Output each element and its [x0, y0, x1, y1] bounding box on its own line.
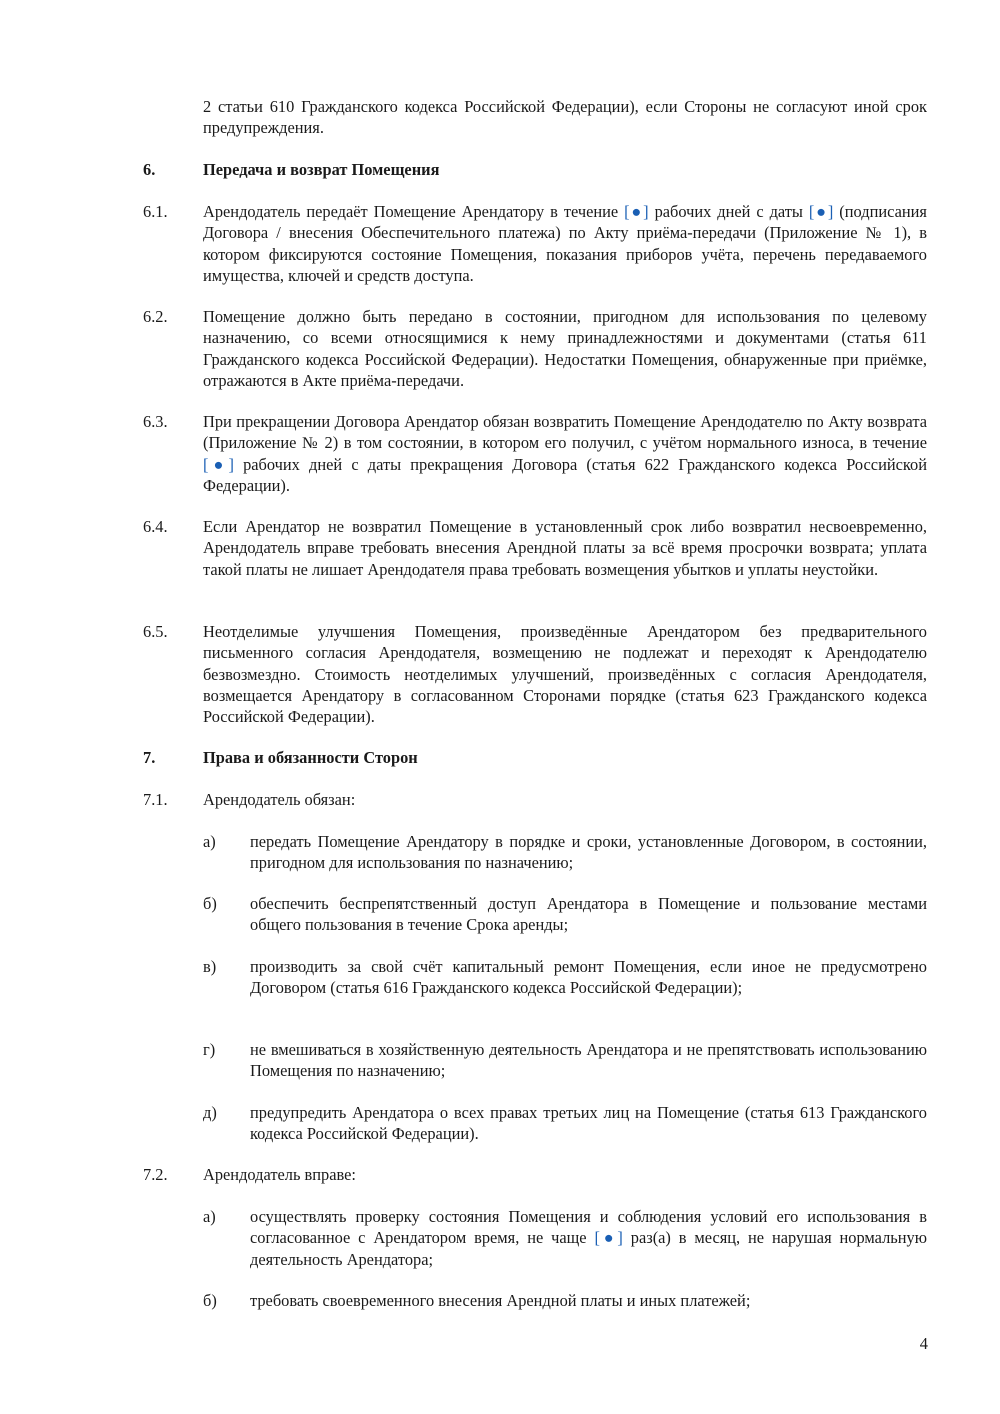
- clause-6-5-number: 6.5.: [143, 622, 168, 641]
- section-7-number: 7.: [143, 748, 156, 767]
- list-item-text: обеспечить беспрепятственный доступ Арендатора в Помещение и пользование местами общего пользования в течение Срока аренды;: [250, 894, 927, 935]
- list-item-number: б): [203, 894, 217, 913]
- section-7-title: Права и обязанности Сторон: [203, 748, 418, 767]
- list-item-number: а): [203, 832, 216, 851]
- placeholder-marker: [●]: [203, 454, 234, 474]
- clause-6-4-number: 6.4.: [143, 517, 168, 536]
- clause-6-5-text: Неотделимые улучшения Помещения, произведённые Арендатором без предварительного письменного согласия Арендодателя, возмещению не подлежат и переходят к Арендодателю безвозмездно. Стоимость неотделимых улучшений, произведённых с согласия Арендодателя, возмещается Арендатору в согласованном Сторонами порядке (статья 623 Гражданского кодекса Российской Федерации).: [203, 622, 927, 727]
- list-item-text: осуществлять проверку состояния Помещения и соблюдения условий его использования в согласованное с Арендатором время, не чаще [●] раз(а) в месяц, не нарушая нормальную деятельность Арендатора;: [250, 1207, 927, 1269]
- clause-6-2-number: 6.2.: [143, 307, 168, 326]
- list-item-number: в): [203, 957, 217, 976]
- placeholder-marker: [●]: [808, 202, 834, 221]
- list-item-text: производить за свой счёт капитальный ремонт Помещения, если иное не предусмотрено Договором (статья 616 Гражданского кодекса Российской Федерации);: [250, 957, 927, 998]
- list-item-text: не вмешиваться в хозяйственную деятельность Арендатора и не препятствовать использованию Помещения по назначению;: [250, 1040, 927, 1081]
- clause-7-2-text: Арендодатель вправе:: [203, 1165, 356, 1184]
- clause-6-3-number: 6.3.: [143, 412, 168, 431]
- placeholder-marker: [●]: [624, 202, 649, 221]
- clause-7-1-number: 7.1.: [143, 790, 168, 809]
- section-6-number: 6.: [143, 160, 156, 179]
- page-number: 4: [919, 1334, 928, 1353]
- section-6-title: Передача и возврат Помещения: [203, 160, 440, 179]
- list-item-number: а): [203, 1207, 216, 1226]
- clause-6-2-text: Помещение должно быть передано в состоянии, пригодном для использования по целевому назначению, со всеми относящимися к нему принадлежностями и документами (статья 611 Гражданского кодекса Российской Федерации). Недостатки Помещения, обнаруженные при приёмке, отражаются в Акте приёма-передачи.: [203, 307, 927, 390]
- list-item-number: д): [203, 1103, 217, 1122]
- placeholder-marker: [●]: [594, 1228, 623, 1248]
- list-item-text: передать Помещение Арендатору в порядке и сроки, установленные Договором, в состоянии, пригодном для использования по назначению;: [250, 832, 927, 873]
- clause-7-2-number: 7.2.: [143, 1165, 168, 1184]
- continuation-paragraph: 2 статьи 610 Гражданского кодекса Российской Федерации), если Стороны не согласуют иной срок предупреждения.: [203, 97, 927, 138]
- list-item-number: б): [203, 1291, 217, 1310]
- clause-6-1-text: Арендодатель передаёт Помещение Арендатору в течение [●] рабочих дней с даты [●] (подписания Договора / внесения Обеспечительного платежа) по Акту приёма-передачи (Приложение № 1), в котором фиксируются состояние Помещения, показания приборов учёта, перечень передаваемого имущества, ключей и средств доступа.: [203, 202, 927, 285]
- list-item-text: требовать своевременного внесения Арендной платы и иных платежей;: [250, 1291, 751, 1310]
- list-item-text: предупредить Арендатора о всех правах третьих лиц на Помещение (статья 613 Гражданского кодекса Российской Федерации).: [250, 1103, 927, 1144]
- clause-7-1-text: Арендодатель обязан:: [203, 790, 356, 809]
- clause-6-4-text: Если Арендатор не возвратил Помещение в установленный срок либо возвратил несвоевременно, Арендодатель вправе требовать внесения Арендной платы за всё время просрочки возврата; уплата такой платы не лишает Арендодателя права требовать возмещения убытков и уплаты неустойки.: [203, 517, 927, 579]
- list-item-number: г): [203, 1040, 216, 1059]
- clause-6-3-text: При прекращении Договора Арендатор обязан возвратить Помещение Арендодателю по Акту возврата (Приложение № 2) в том состоянии, в котором его получил, с учётом нормального износа, в течение [●] рабочих дней с даты прекращения Договора (статья 622 Гражданского кодекса Российской Федерации).: [203, 412, 927, 495]
- clause-6-1-number: 6.1.: [143, 202, 168, 221]
